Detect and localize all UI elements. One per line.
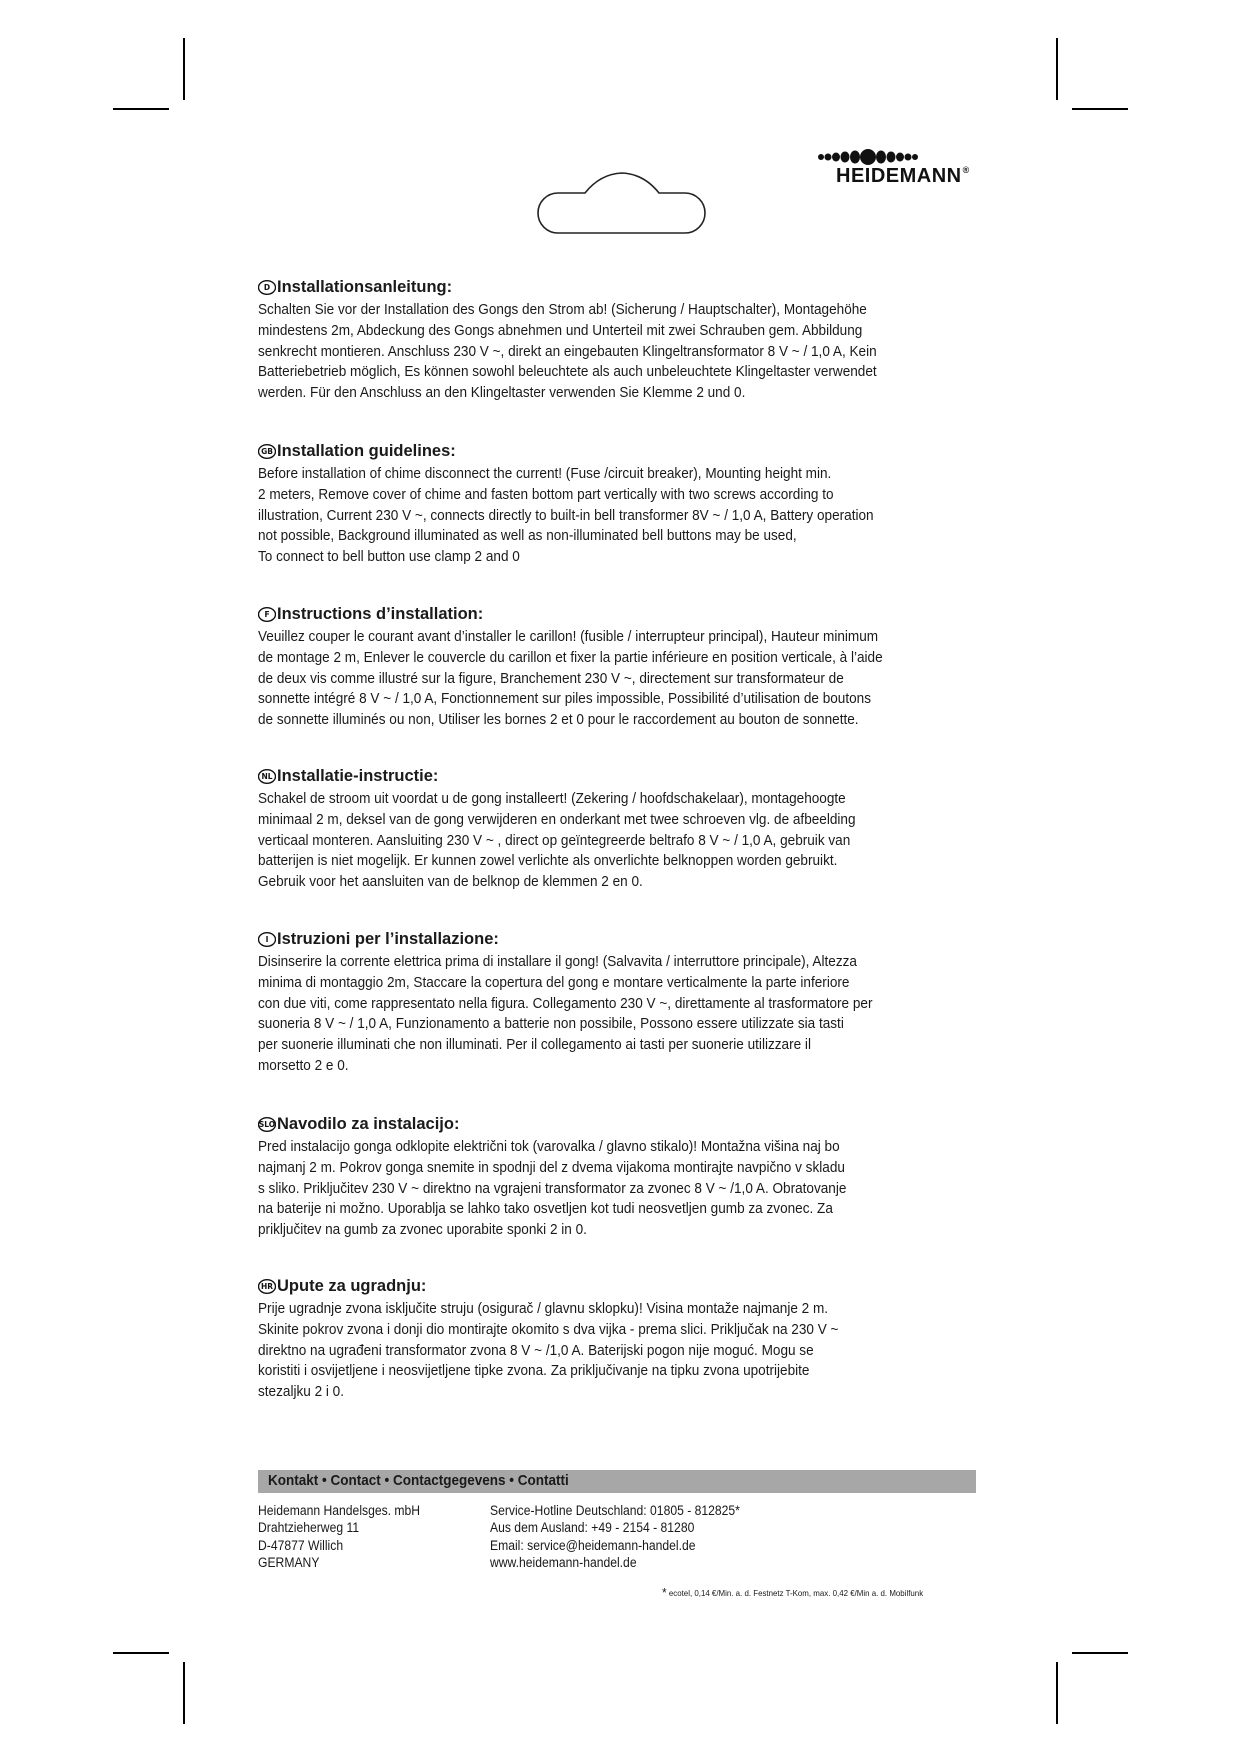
section-text: Schakel de stroom uit voordat u de gong installeert! (Zekering / hoofdschakelaar), montagehoogte minimaal 2 m, deksel van de gong verwijderen en onderkant met twee schroeven vlg. de afbeelding verticaal monteren. Aansluiting 230 V ~ , direct op geïntegreerde beltrafo 8 V ~ / 1,0 A, gebruik van batterijen is niet mogelijk. Er kunnen zowel verlichte als onverlichte belknoppen worden gebruikt. Gebruik voor het aansluiten van de belknop de klemmen 2 en 0.: [258, 791, 856, 891]
section-slovenian: [258, 1113, 988, 1241]
section-text: Prije ugradnje zvona isključite struju (osigurač / glavnu sklopku)! Visina montaže najmanje 2 m. Skinite pokrov zvona i donji dio montirajte okomito s dva vijka - prema slici. Priključak na 230 V ~ direktno na ugrađeni transformator zvona 8 V ~ /1,0 A. Baterijski pogon nije moguć. Mogu se koristiti i osvijetljene i neosvijetljene tipke zvona. Za priključivanje na tipku zvona upotrijebite stezaljku 2 i 0.: [258, 1301, 839, 1401]
crop-mark-bottom-right-horizontal: [1072, 1652, 1128, 1654]
country-flag-icon: SLO: [258, 1117, 276, 1132]
crop-mark-top-right-horizontal: [1072, 108, 1128, 110]
pricing-footnote: [662, 1585, 923, 1600]
crop-mark-bottom-left-horizontal: [113, 1652, 169, 1654]
service-abroad: Aus dem Ausland: +49 - 2154 - 81280: [490, 1520, 695, 1536]
address-line: GERMANY: [258, 1555, 320, 1571]
country-flag-icon: HR: [258, 1279, 276, 1294]
address-line: Drahtzieherweg 11: [258, 1520, 360, 1536]
service-contacts: [490, 1502, 740, 1572]
hanger-cutout-outline: [520, 160, 720, 240]
section-title: SLO Navodilo za instalacijo:: [258, 1114, 460, 1133]
section-title: I Istruzioni per l’installazione:: [258, 928, 988, 950]
country-flag-icon: D: [258, 280, 276, 295]
section-text: Pred instalacijo gonga odklopite električni tok (varovalka / glavno stikalo)! Montažna višina naj bo najmanj 2 m. Pokrov gonga snemite in spodnji del z dvema vijakoma montirajte navpično v skladu s sliko. Priključitev 230 V ~ direktno na vgrajeni transformator za zvonec 8 V ~ /1,0 A. Obratovanje na baterije ni možno. Uporablja se lahko tako osvetljen kot tudi neosvetljen gumb za zvonec. Za priključitev na gumb za zvonec uporabite sponki 2 in 0.: [258, 1139, 847, 1239]
section-text: Schalten Sie vor der Installation des Gongs den Strom ab! (Sicherung / Hauptschalter), Montagehöhe mindestens 2m, Abdeckung des Gongs abnehmen und Unterteil mit zwei Schrauben gem. Abbildung senkrecht montieren. Anschluss 230 V ~, direkt an eingebauten Klingeltransformator 8 V ~ / 1,0 A, Kein Batteriebetrieb möglich, Es können sowohl beleuchtete als auch unbeleuchtete Klingeltaster verwendet werden. Für den Anschluss an den Klingeltaster verwenden Sie Klemme 2 und 0.: [258, 302, 877, 402]
country-flag-icon: F: [258, 607, 276, 622]
country-flag-icon: GB: [258, 444, 276, 459]
address-line: Heidemann Handelsges. mbH: [258, 1503, 421, 1518]
section-text: Before installation of chime disconnect the current! (Fuse /circuit breaker), Mounting height min. 2 meters, Remove cover of chime and fasten bottom part vertically with two screws according to illustration, Current 230 V ~, connects directly to built-in bell transformer 8V ~ / 1,0 A, Battery operation not possible, Background illuminated as well as non-illuminated bell buttons may be used, To connect to bell button use clamp 2 and 0: [258, 466, 874, 566]
crop-mark-bottom-left-vertical: [183, 1662, 185, 1724]
crop-mark-top-left-horizontal: [113, 108, 169, 110]
crop-mark-top-left-vertical: [183, 38, 185, 100]
contact-header-bar: [258, 1470, 976, 1493]
section-title: GB Installation guidelines:: [258, 440, 988, 462]
registered-mark: ®: [962, 165, 970, 175]
section-french: [258, 603, 988, 731]
footnote-mark: *: [662, 1585, 667, 1600]
service-hotline: Service-Hotline Deutschland: 01805 - 812825*: [490, 1503, 740, 1518]
heidemann-dots-logo-icon: [812, 148, 992, 166]
section-english: [258, 440, 988, 568]
company-address: [258, 1502, 420, 1572]
service-email-link[interactable]: Email: service@heidemann-handel.de: [490, 1537, 696, 1553]
contact-title: Kontakt • Contact • Contactgegevens • Contatti: [268, 1472, 569, 1489]
country-flag-icon: NL: [258, 769, 276, 784]
section-text: Disinserire la corrente elettrica prima di installare il gong! (Salvavita / interruttore principale), Altezza minima di montaggio 2m, Staccare la copertura del gong e montare verticalmente la parte inferiore con due viti, come rappresentato nella figura. Collegamento 230 V ~, direttamente al trasformatore per suoneria 8 V ~ / 1,0 A, Funzionamento a batterie non possibile, Possono essere utilizzate sia tasti per suonerie illuminati che non illuminati. Per il collegamento ai tasti per suonerie utilizzare il morsetto 2 e 0.: [258, 954, 873, 1074]
address-line: D-47877 Willich: [258, 1537, 344, 1553]
website-link[interactable]: www.heidemann-handel.de: [490, 1555, 637, 1571]
section-title: F Instructions d’installation:: [258, 603, 988, 625]
brand-name: HEIDEMANN: [836, 165, 962, 187]
section-title: D Installationsanleitung:: [258, 276, 988, 298]
section-croatian: [258, 1275, 988, 1403]
section-german: [258, 276, 988, 404]
crop-mark-bottom-right-vertical: [1056, 1662, 1058, 1724]
crop-mark-top-right-vertical: [1056, 38, 1058, 100]
country-flag-icon: I: [258, 932, 276, 947]
footnote-text: ecotel, 0,14 €/Min. a. d. Festnetz T-Kom, max. 0,42 €/Min a. d. Mobilfunk: [668, 1588, 924, 1598]
section-italian: [258, 928, 988, 1077]
section-text: Veuillez couper le courant avant d’installer le carillon! (fusible / interrupteur principal), Hauteur minimum de montage 2 m, Enlever le couvercle du carillon et fixer la partie inférieure en position verticale, à l’aide de deux vis comme illustré sur la figure, Branchement 230 V ~, directement sur transformateur de sonnette intégré 8 V ~ / 1,0 A, Fonctionnement sur piles impossible, Possibilité d’utilisation de boutons de sonnette illuminés ou non, Utiliser les bornes 2 et 0 pour le raccordement au bouton de sonnette.: [258, 629, 883, 729]
section-dutch: [258, 765, 988, 893]
section-title: HR Upute za ugradnju:: [258, 1275, 988, 1297]
section-title: NL Installatie-instructie:: [258, 765, 988, 787]
